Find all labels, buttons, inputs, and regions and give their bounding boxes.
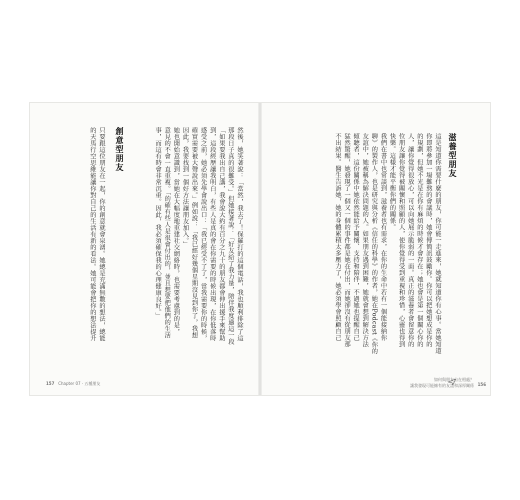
right-running-header-line-1: 如何與朋友自在相處？ <box>434 377 474 382</box>
left-page <box>30 103 258 395</box>
section-heading-nurturing-friend: 滋養型朋友 <box>448 133 457 178</box>
right-footer <box>410 377 474 389</box>
right-running-header-line-2: 讓我發現可能擁有的友誼和深厚關係 <box>410 383 474 388</box>
left-footer <box>46 381 100 387</box>
section-heading-creative-friend: 創意型朋友 <box>115 127 124 172</box>
right-page <box>262 103 490 395</box>
book-spread <box>30 103 490 395</box>
left-running-header: Chapter 07 · 五種朋友 <box>58 381 101 386</box>
right-page-body-text: 這是知道你需要什麼的朋友，你可能一走進來，她就知道你有心事。當她知道 你即將參加一場難熬的會議時，她會傳簡訊鼓勵你。你可以把她想成是你的 的規劃，但她不光是在你有麻煩的時候才會存在；她也會是第一個關心你的 人，讓你覺得很放心，可以向她展示脆弱的一面。真正的滋養者會留意你的 位朋友讓你覺得被關懷和照顧的人，使你覺得受到重視和珍惜，心靈也得到 快樂。這樣才能平衡你們的關係。 我們在書中也常談到，滋養者也有需求，在你的生命中若有一個能接納你 聊》的製作人，也是研究與分析《信任的科學》的作者，她在Podcast《你的 友誼中，她被稱為解決問題的人。如果朋友遇到困難，她就會想到解決方法 傾聽者，這份關係中她依然能給予關懷、支持和陪伴，不過她也提醒自己 猛然驚醒，她發現了一個又一個的事件都是她在付出，而她卻沒有從朋友那 不出結果。醫生告訴她，她的身體累積太多壓力了，她必須學會照顧自己 <box>333 133 441 355</box>
left-page-section-body-text: 只要跟這位朋友在一起，你的創意就會泉湧。她總是充滿無數的想法，總能 的天馬行空思維能讓你對自己的生活有新的看法。她可能會把你的想法提升 <box>88 127 105 342</box>
left-page-number: 157 <box>46 381 55 386</box>
right-page-number: 156 <box>477 382 486 387</box>
left-page-body-text: 然後，她笑著說：「當然，我去了！保羅打的這個電話，我也順利排除了這 那段日子真的很難受。」但她接著說：「好友給了我力量，陪伴我度過這一段 「如果要我出自己講，我會說大約有百分之九十的朋友都會伸出援手來幫助 到，這段經歷讓我明白，有些人是真的會在你需要的時候出現，在你低落時 感受之前，她必須先學會說出口：「我已經受不了了，當我需要你的時候， 確實需要被大聲說出來。」例如說：「我已經好幾個星期沒見到你了，我想 因此，我要找到一個好方法讓朋友加入。」 她也開始意識到，當她在大幅度地重建社交網絡時，也需要考慮到的是， 意見的不會一直重複。「的確有些人是很會付出的，並且想要把他們的生活 事，而這有時會非常沉重。因此，我必須確保我的心理健康良好。」 <box>154 127 243 345</box>
